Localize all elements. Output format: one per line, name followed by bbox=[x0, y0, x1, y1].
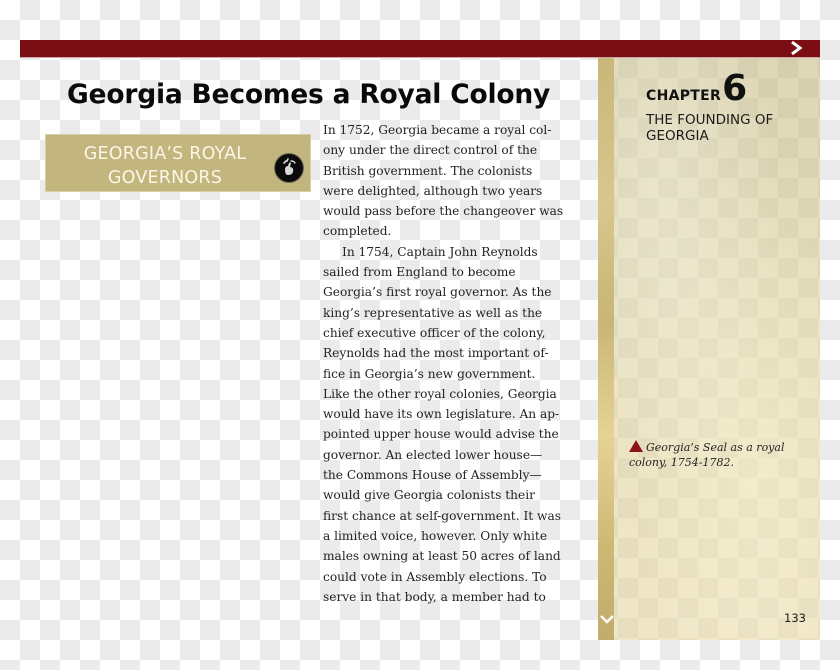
page-number: 133 bbox=[784, 611, 806, 625]
top-banner bbox=[20, 40, 820, 58]
body-line: could vote in Assembly elections. To bbox=[323, 569, 547, 584]
caption-text: Georgia’s Seal as a royal colony, 1754-1782. bbox=[629, 441, 785, 469]
body-line: were delighted, although two years bbox=[323, 183, 543, 198]
body-line: would have its own legislature. An ap- bbox=[323, 407, 560, 422]
body-line: ony under the direct control of the bbox=[323, 143, 538, 158]
chapter-heading bbox=[646, 68, 747, 109]
chapter-number: 6 bbox=[722, 68, 747, 109]
royal-governors-feature-button[interactable] bbox=[45, 134, 311, 192]
audio-speaking-icon[interactable] bbox=[274, 153, 304, 183]
body-line: males owning at least 50 acres of land bbox=[323, 549, 561, 564]
body-line: would give Georgia colonists their bbox=[323, 488, 535, 503]
body-line: the Commons House of Assembly— bbox=[323, 468, 542, 483]
image-caption bbox=[629, 440, 814, 470]
body-line: completed. bbox=[323, 224, 392, 239]
chevron-right-icon[interactable] bbox=[789, 41, 803, 55]
feature-label bbox=[46, 142, 284, 190]
sidebar-edge bbox=[598, 58, 614, 640]
feature-label-line1: GEORGIA’S ROYAL bbox=[83, 144, 247, 164]
chapter-title-line1: THE FOUNDING OF bbox=[646, 112, 774, 128]
body-line: In 1754, Captain John Reynolds bbox=[342, 244, 538, 259]
body-line: sailed from England to become bbox=[323, 265, 516, 280]
triangle-marker-icon bbox=[629, 440, 643, 452]
chapter-sidebar bbox=[598, 58, 820, 640]
body-line: governor. An elected lower house— bbox=[323, 447, 543, 462]
body-line: chief executive officer of the colony, bbox=[323, 325, 546, 340]
body-line: king’s representative as well as the bbox=[323, 305, 543, 320]
body-line: fice in Georgia’s new government. bbox=[323, 366, 536, 381]
body-line: British government. The colonists bbox=[323, 163, 533, 178]
chevron-down-icon[interactable] bbox=[600, 614, 614, 624]
body-text bbox=[323, 120, 568, 607]
body-line: a limited voice, however. Only white bbox=[323, 528, 548, 543]
body-line: In 1752, Georgia became a royal col- bbox=[323, 123, 552, 137]
feature-label-line2: GOVERNORS bbox=[107, 168, 223, 188]
chapter-title bbox=[646, 112, 773, 144]
body-line: pointed upper house would advise the bbox=[323, 427, 559, 442]
page-title: Georgia Becomes a Royal Colony bbox=[67, 79, 551, 110]
body-line: would pass before the changeover was bbox=[323, 204, 564, 219]
body-line: Reynolds had the most important of- bbox=[323, 346, 549, 361]
body-line: serve in that body, a member had to bbox=[323, 589, 546, 604]
body-line: first chance at self-government. It was bbox=[323, 508, 561, 523]
chapter-title-line2: GEORGIA bbox=[646, 128, 709, 144]
body-line: Georgia’s first royal governor. As the bbox=[323, 285, 552, 300]
body-line: Like the other royal colonies, Georgia bbox=[323, 386, 557, 401]
chapter-word: CHAPTER bbox=[646, 88, 722, 104]
